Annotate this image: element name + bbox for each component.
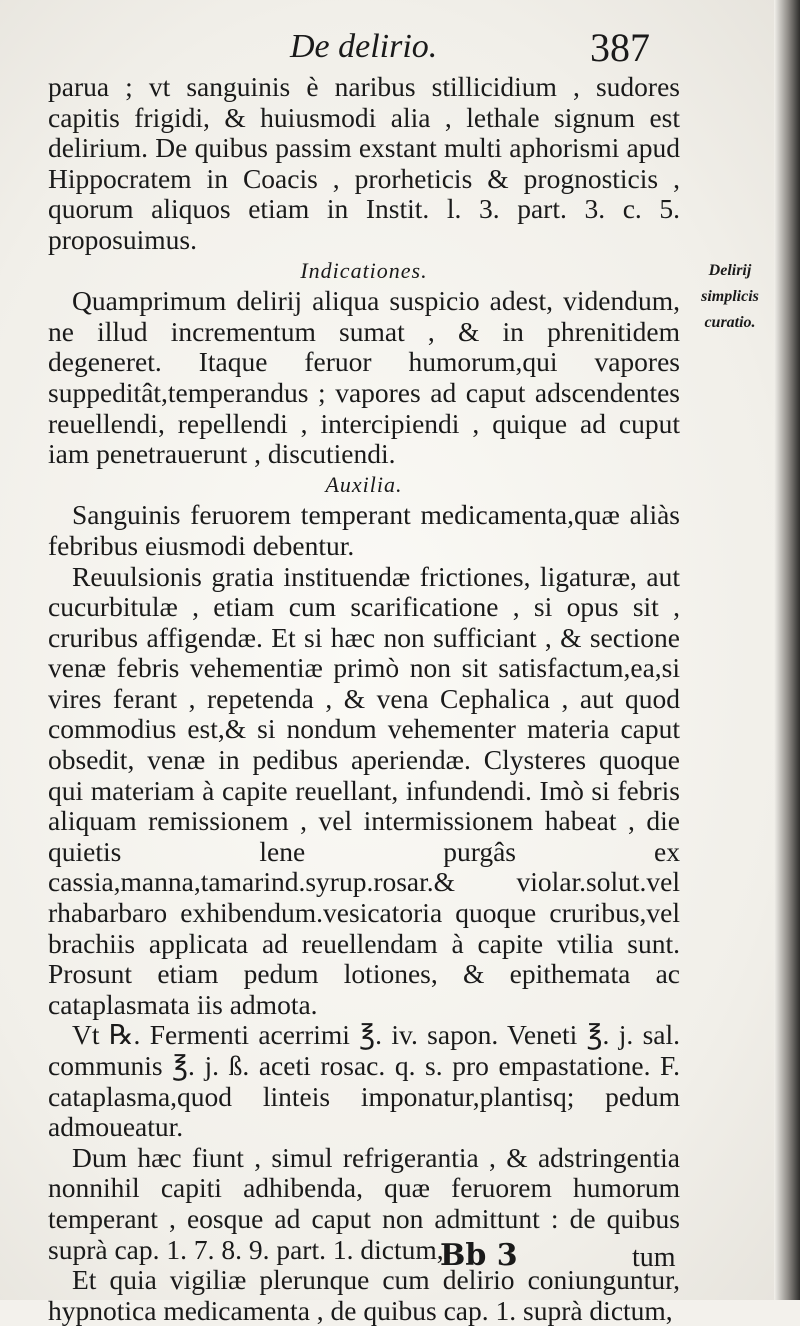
paragraph-4: Reuulsionis gratia instituendæ frictiones, ligaturæ, aut cucurbitulæ , etiam cum scarificatione , si opus sit , cruribus affigendæ. Et si hæc non sufficiant , & sectione venæ febris vehementiæ primò non sit satisfactum,ea,si vires ferant , repetenda , & vena Cephalica , aut quod commodius est,& si nondum vehementer materia caput obsedit, venæ in pedibus aperiendæ. Clysteres quoque qui materiam à capite reuellant, infundendi. Imò si febris aliquam remissionem , vel intermissionem habeat , die quietis lene purgâs ex cassia,manna,tamarind.syrup.rosar.& violar.solut.vel rhabarbaro exhibendum.vesicatoria quoque cruribus,vel brachiis applicata ad reuellendam à capite vtilia sunt. Prosunt etiam pedum lotiones, & epithemata ac cataplasmata iis admota. (48, 560, 680, 1020)
page-footer (0, 1238, 770, 1278)
running-head: De delirio. (290, 28, 438, 65)
catchword: tum (632, 1242, 676, 1273)
paragraph-3: Sanguinis feruorem temperant medicamenta,quæ aliàs febribus eiusmodi debentur. (48, 499, 680, 561)
page-gutter-shadow (774, 0, 800, 1300)
paragraph-1: parua ; vt sanguinis è naribus stillicidium , sudores capitis frigidi, & huiusmodi alia , lethale signum est delirium. De quibus passim exstant multi aphorismi apud Hippocratem in Coacis , prorheticis & prognosticis , quorum aliquos etiam in Instit. l. 3. part. 3. c. 5. proposuimus. (48, 71, 680, 255)
paragraph-2: Quamprimum delirij aliqua suspicio adest, videndum, ne illud incrementum sumat , & in phrenitidem degeneret. Itaque feruor humorum,qui vapores suppeditât,temperandus ; vapores ad caput adscendentes reuellendi, repellendi , intercipiendi , quique ad cuput iam penetrauerunt , discutiendi. (48, 285, 680, 470)
paragraph-6: Dum hæc fiunt , simul refrigerantia , & adstringentia nonnihil capiti adhibenda, quæ feruorem humorum temperant , eosque ad caput non admittunt : de quibus suprà cap. 1. 7. 8. 9. part. 1. dictum, (48, 1141, 680, 1265)
subheading-indicationes: Indicationes. (300, 257, 428, 283)
signature-mark: Bb 3 (440, 1238, 518, 1273)
page-number: 387 (590, 25, 650, 70)
body-text (48, 72, 680, 1326)
subheading-auxilia: Auxilia. (325, 471, 403, 497)
margin-note: Delirij simplicis curatio. (701, 262, 759, 331)
page-header (0, 22, 770, 72)
paragraph-5-recipe: Vt ℞. Fermenti acerrimi ℥. iv. sapon. Veneti ℥. j. sal. communis ℥. j. ß. aceti rosac. q. s. pro empastatione. F. cataplasma,quod linteis imponatur,plantisq; pedum admoueatur. (48, 1019, 680, 1143)
paragraph-7: Et quia vigiliæ plerunque cum delirio coniunguntur, hypnotica medicamenta , de quibus cap. 1. suprà dictum, (48, 1264, 680, 1326)
